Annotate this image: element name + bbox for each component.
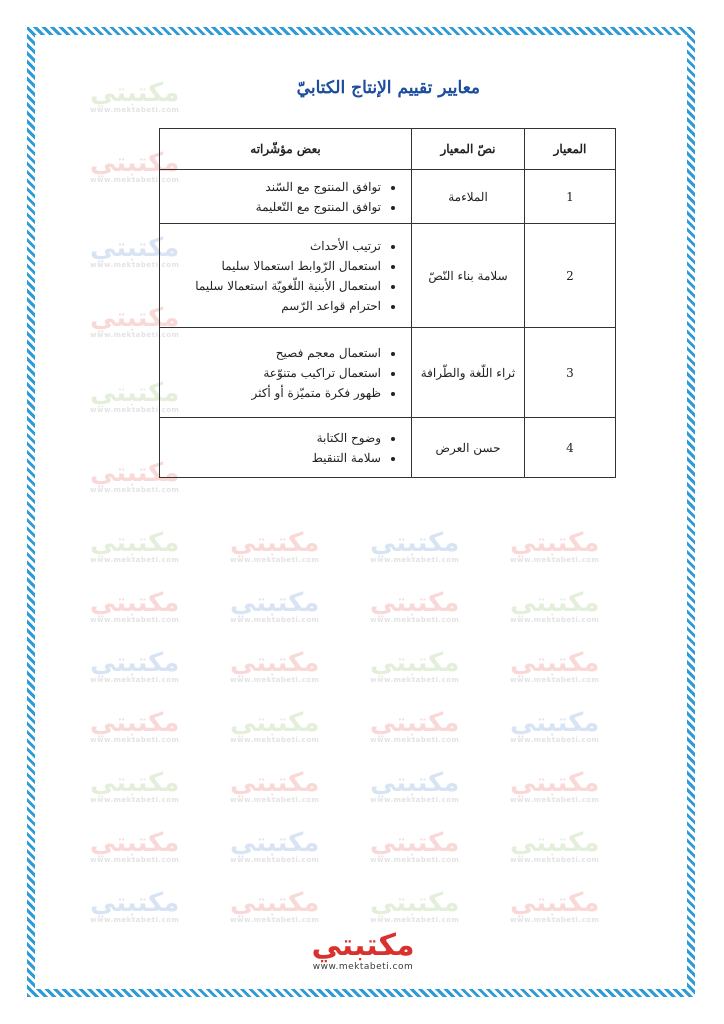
watermark-text: مكتبتي — [90, 378, 180, 408]
watermark-text: مكتبتي — [510, 888, 600, 918]
watermark-url: www.mektabeti.com — [90, 406, 180, 414]
table-row — [160, 170, 616, 224]
indicator-item: • توافق المنتوج مع السّند — [168, 177, 381, 197]
watermark-text: مكتبتي — [370, 528, 460, 558]
watermark-url: www.mektabeti.com — [90, 486, 180, 494]
watermark-url: www.mektabeti.com — [510, 676, 600, 684]
indicator-item: • احترام قواعد الرّسم — [168, 296, 381, 316]
watermark-text: مكتبتي — [90, 828, 180, 858]
watermark-url: www.mektabeti.com — [230, 616, 320, 624]
watermark-url: www.mektabeti.com — [90, 176, 180, 184]
footer-url: www.mektabeti.com — [312, 962, 414, 972]
watermark-url: www.mektabeti.com — [370, 676, 460, 684]
watermark-text: مكتبتي — [230, 768, 320, 798]
watermark-text: مكتبتي — [370, 588, 460, 618]
watermark-url: www.mektabeti.com — [370, 856, 460, 864]
header-criterion: المعيار — [525, 129, 616, 170]
page-title: معايير تقييم الإنتاج الكتابيّ — [296, 78, 480, 98]
indicator-item: • ترتيب الأحداث — [168, 236, 381, 256]
watermark-text: مكتبتي — [510, 588, 600, 618]
table-header-row — [160, 129, 616, 170]
watermark-text: مكتبتي — [370, 708, 460, 738]
criterion-indicators — [160, 170, 412, 224]
watermark-url: www.mektabeti.com — [90, 676, 180, 684]
watermark-text: مكتبتي — [90, 768, 180, 798]
watermark-url: www.mektabeti.com — [90, 331, 180, 339]
indicator-item: • استعمال معجم فصيح — [168, 343, 381, 363]
watermark-url: www.mektabeti.com — [230, 856, 320, 864]
watermark-text: مكتبتي — [230, 828, 320, 858]
criterion-indicators — [160, 328, 412, 418]
watermark-text: مكتبتي — [230, 528, 320, 558]
watermark-url: www.mektabeti.com — [90, 616, 180, 624]
indicator-item: • استعمال الرّوابط استعمالا سليما — [168, 256, 381, 276]
table-row — [160, 328, 616, 418]
watermark-text: مكتبتي — [90, 233, 180, 263]
criterion-number: 4 — [525, 418, 616, 478]
watermark-url: www.mektabeti.com — [370, 796, 460, 804]
watermark-url: www.mektabeti.com — [370, 556, 460, 564]
indicator-item: • توافق المنتوج مع التّعليمة — [168, 197, 381, 217]
watermark-url: www.mektabeti.com — [90, 856, 180, 864]
indicator-item: • ظهور فكرة متميّزة أو أكثر — [168, 383, 381, 403]
watermark-url: www.mektabeti.com — [230, 796, 320, 804]
watermark-text: مكتبتي — [230, 648, 320, 678]
watermark-url: www.mektabeti.com — [510, 556, 600, 564]
indicator-item: • استعمال الأبنية اللّغويّة استعمالا سليما — [168, 276, 381, 296]
watermark-url: www.mektabeti.com — [230, 556, 320, 564]
watermark-url: www.mektabeti.com — [510, 796, 600, 804]
watermark-url: www.mektabeti.com — [510, 916, 600, 924]
indicator-item: • استعمال تراكيب متنوّعة — [168, 363, 381, 383]
watermark-text: مكتبتي — [370, 648, 460, 678]
watermark-url: www.mektabeti.com — [90, 106, 180, 114]
watermark-text: مكتبتي — [90, 148, 180, 178]
watermark-url: www.mektabeti.com — [90, 796, 180, 804]
watermark-url: www.mektabeti.com — [90, 556, 180, 564]
watermark-url: www.mektabeti.com — [510, 736, 600, 744]
watermark-text: مكتبتي — [370, 828, 460, 858]
criterion-name: حسن العرض — [412, 418, 525, 478]
watermark-text: مكتبتي — [510, 708, 600, 738]
criterion-number: 2 — [525, 224, 616, 328]
watermark-text: مكتبتي — [90, 458, 180, 488]
watermark-text: مكتبتي — [370, 768, 460, 798]
watermark-text: مكتبتي — [230, 888, 320, 918]
watermark-url: www.mektabeti.com — [370, 736, 460, 744]
watermark-url: www.mektabeti.com — [230, 676, 320, 684]
footer-logo — [288, 930, 438, 980]
watermark-url: www.mektabeti.com — [370, 616, 460, 624]
watermark-text: مكتبتي — [510, 648, 600, 678]
table-row — [160, 418, 616, 478]
criterion-name: الملاءمة — [412, 170, 525, 224]
indicator-item: • سلامة التنقيط — [168, 448, 381, 468]
criterion-indicators — [160, 418, 412, 478]
watermark-text: مكتبتي — [90, 303, 180, 333]
criterion-name: سلامة بناء النّصّ — [412, 224, 525, 328]
watermark-url: www.mektabeti.com — [230, 916, 320, 924]
criterion-name: ثراء اللّغة والطّرافة — [412, 328, 525, 418]
watermark-text: مكتبتي — [230, 708, 320, 738]
criterion-number: 3 — [525, 328, 616, 418]
watermark-url: www.mektabeti.com — [510, 856, 600, 864]
watermark-text: مكتبتي — [90, 708, 180, 738]
watermark-text: مكتبتي — [90, 528, 180, 558]
watermark-text: مكتبتي — [90, 588, 180, 618]
criterion-indicators — [160, 224, 412, 328]
watermark-url: www.mektabeti.com — [90, 916, 180, 924]
watermark-text: مكتبتي — [90, 888, 180, 918]
watermark-url: www.mektabeti.com — [90, 261, 180, 269]
header-indicators: بعض مؤشّراته — [160, 129, 412, 170]
table-row — [160, 224, 616, 328]
watermark-text: مكتبتي — [510, 528, 600, 558]
indicator-item: • وضوح الكتابة — [168, 428, 381, 448]
watermark-text: مكتبتي — [90, 78, 180, 108]
watermark-text: مكتبتي — [370, 888, 460, 918]
watermark-text: مكتبتي — [90, 648, 180, 678]
header-criterion-text: نصّ المعيار — [412, 129, 525, 170]
watermark-text: مكتبتي — [230, 588, 320, 618]
criteria-table — [159, 128, 616, 478]
watermark-text: مكتبتي — [510, 828, 600, 858]
watermark-url: www.mektabeti.com — [510, 616, 600, 624]
watermark-url: www.mektabeti.com — [370, 916, 460, 924]
criterion-number: 1 — [525, 170, 616, 224]
footer-logo-text: مكتبتي — [311, 928, 415, 963]
watermark-text: مكتبتي — [510, 768, 600, 798]
watermark-url: www.mektabeti.com — [90, 736, 180, 744]
watermark-url: www.mektabeti.com — [230, 736, 320, 744]
